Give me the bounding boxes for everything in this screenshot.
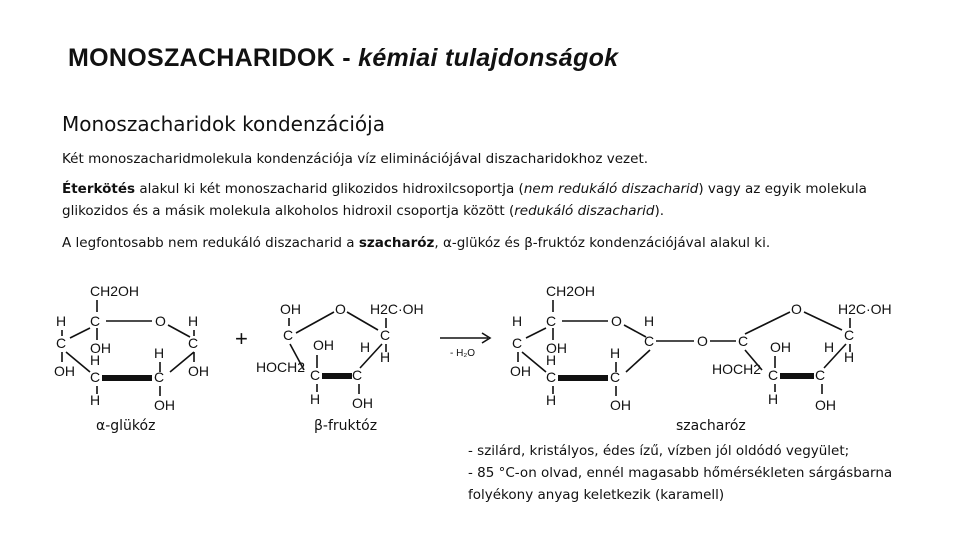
suc-foh3: OH [770,339,791,355]
water-elimination-label: - H₂O [450,348,475,359]
property-line-1: - szilárd, kristályos, édes ízű, vízben jól oldódó vegyület; [468,443,850,459]
suc-fh5b: H [844,349,855,365]
suc-fh5: H [824,339,835,355]
para2-italic2: redukáló diszacharid [514,203,655,219]
fru-h3: H [310,391,321,407]
ether-bond-term: Éterkötés [62,181,136,197]
suc-h1: H [512,313,523,329]
glc-c3: C [90,369,101,385]
sucrose-term: szacharóz [358,235,435,251]
glc-c4: C [56,335,67,351]
suc-c1: C [644,333,655,349]
fru-oh4: OH [352,395,373,411]
glc-oh2: OH [154,397,175,413]
suc-h2: H [610,345,621,361]
glc-c2: C [154,369,165,385]
suc-h2coh: H2C·OH [838,301,892,317]
suc-c2: C [610,369,621,385]
suc-oh3: OH [510,363,531,379]
suc-hoch2: HOCH2 [712,361,762,377]
fru-oh3: OH [313,337,334,353]
glc-h1: H [56,313,67,329]
para2-italic1: nem redukáló diszacharid [523,181,699,197]
fru-c4: C [352,367,363,383]
suc-fring-o: O [791,301,802,317]
suc-foh4: OH [815,397,836,413]
sucrose-structure [510,283,892,413]
suc-oh4: OH [546,340,567,356]
beta-fructose-structure [256,301,424,411]
paragraph-condensation: Két monoszacharidmolekula kondenzációja víz eliminációjával diszacharidokhoz vezet. [62,151,649,167]
glc-h3: H [90,392,101,408]
suc-ring-o: O [611,313,622,329]
suc-fc4: C [815,367,826,383]
plus-sign: + [235,326,248,351]
property-line-2: - 85 °C-on olvad, ennél magasabb hőmérsékleten sárgásbarna folyékony anyag keletkezik (karamell) [468,465,893,503]
glc-oh3: OH [54,363,75,379]
para2-text3: ). [654,203,665,219]
alpha-glucose-structure [54,283,209,413]
caption-alpha-glucose: α-glükóz [96,418,156,434]
suc-h3: H [546,392,557,408]
suc-c5: C [546,313,557,329]
glc-c5: C [90,313,101,329]
title-main: MONOSZACHARIDOK - [68,44,359,72]
suc-fc5: C [844,327,855,343]
caption-beta-fructose: β-fruktóz [314,418,378,434]
para2-text2: ) vagy az egyik molekula glikozidos és a másik molekula alkoholos hidroxil csoportja között ( [62,181,867,219]
fru-h2coh: H2C·OH [370,301,424,317]
fru-oh2: OH [280,301,301,317]
sucrose-properties [468,440,938,506]
fru-c2: C [283,327,294,343]
suc-fc3: C [768,367,779,383]
fru-ring-o: O [335,301,346,317]
glc-h1b: H [188,313,199,329]
caption-sucrose: szacharóz [676,418,746,434]
suc-fc2: C [738,333,749,349]
glc-ring-o: O [155,313,166,329]
suc-c3: C [546,369,557,385]
fru-hoch2: HOCH2 [256,359,306,375]
fru-h5b: H [380,349,391,365]
suc-h4: H [546,352,557,368]
fru-h5: H [360,339,371,355]
suc-c4: C [512,335,523,351]
title-italic: kémiai tulajdonságok [358,44,619,72]
para2-text1: alakul ki két monoszacharid glikozidos hidroxilcsoportja ( [135,181,524,197]
fru-c5: C [380,327,391,343]
glc-h2: H [154,345,165,361]
para3-text1: A legfontosabb nem redukáló diszacharid a [62,235,359,251]
glc-c1: C [188,335,199,351]
glc-oh1: OH [188,363,209,379]
fru-c3: C [310,367,321,383]
section-subtitle: Monoszacharidok kondenzációja [62,112,385,136]
suc-bridge-o: O [697,333,708,349]
glc-ch2oh: CH2OH [90,283,140,299]
suc-ch2oh: CH2OH [546,283,596,299]
glc-h4: H [90,352,101,368]
suc-oh2: OH [610,397,631,413]
para3-text2: , α-glükóz és β-fruktóz kondenzációjával alakul ki. [434,235,771,251]
suc-h1b: H [644,313,655,329]
suc-fh3: H [768,391,779,407]
glc-oh4: OH [90,340,111,356]
